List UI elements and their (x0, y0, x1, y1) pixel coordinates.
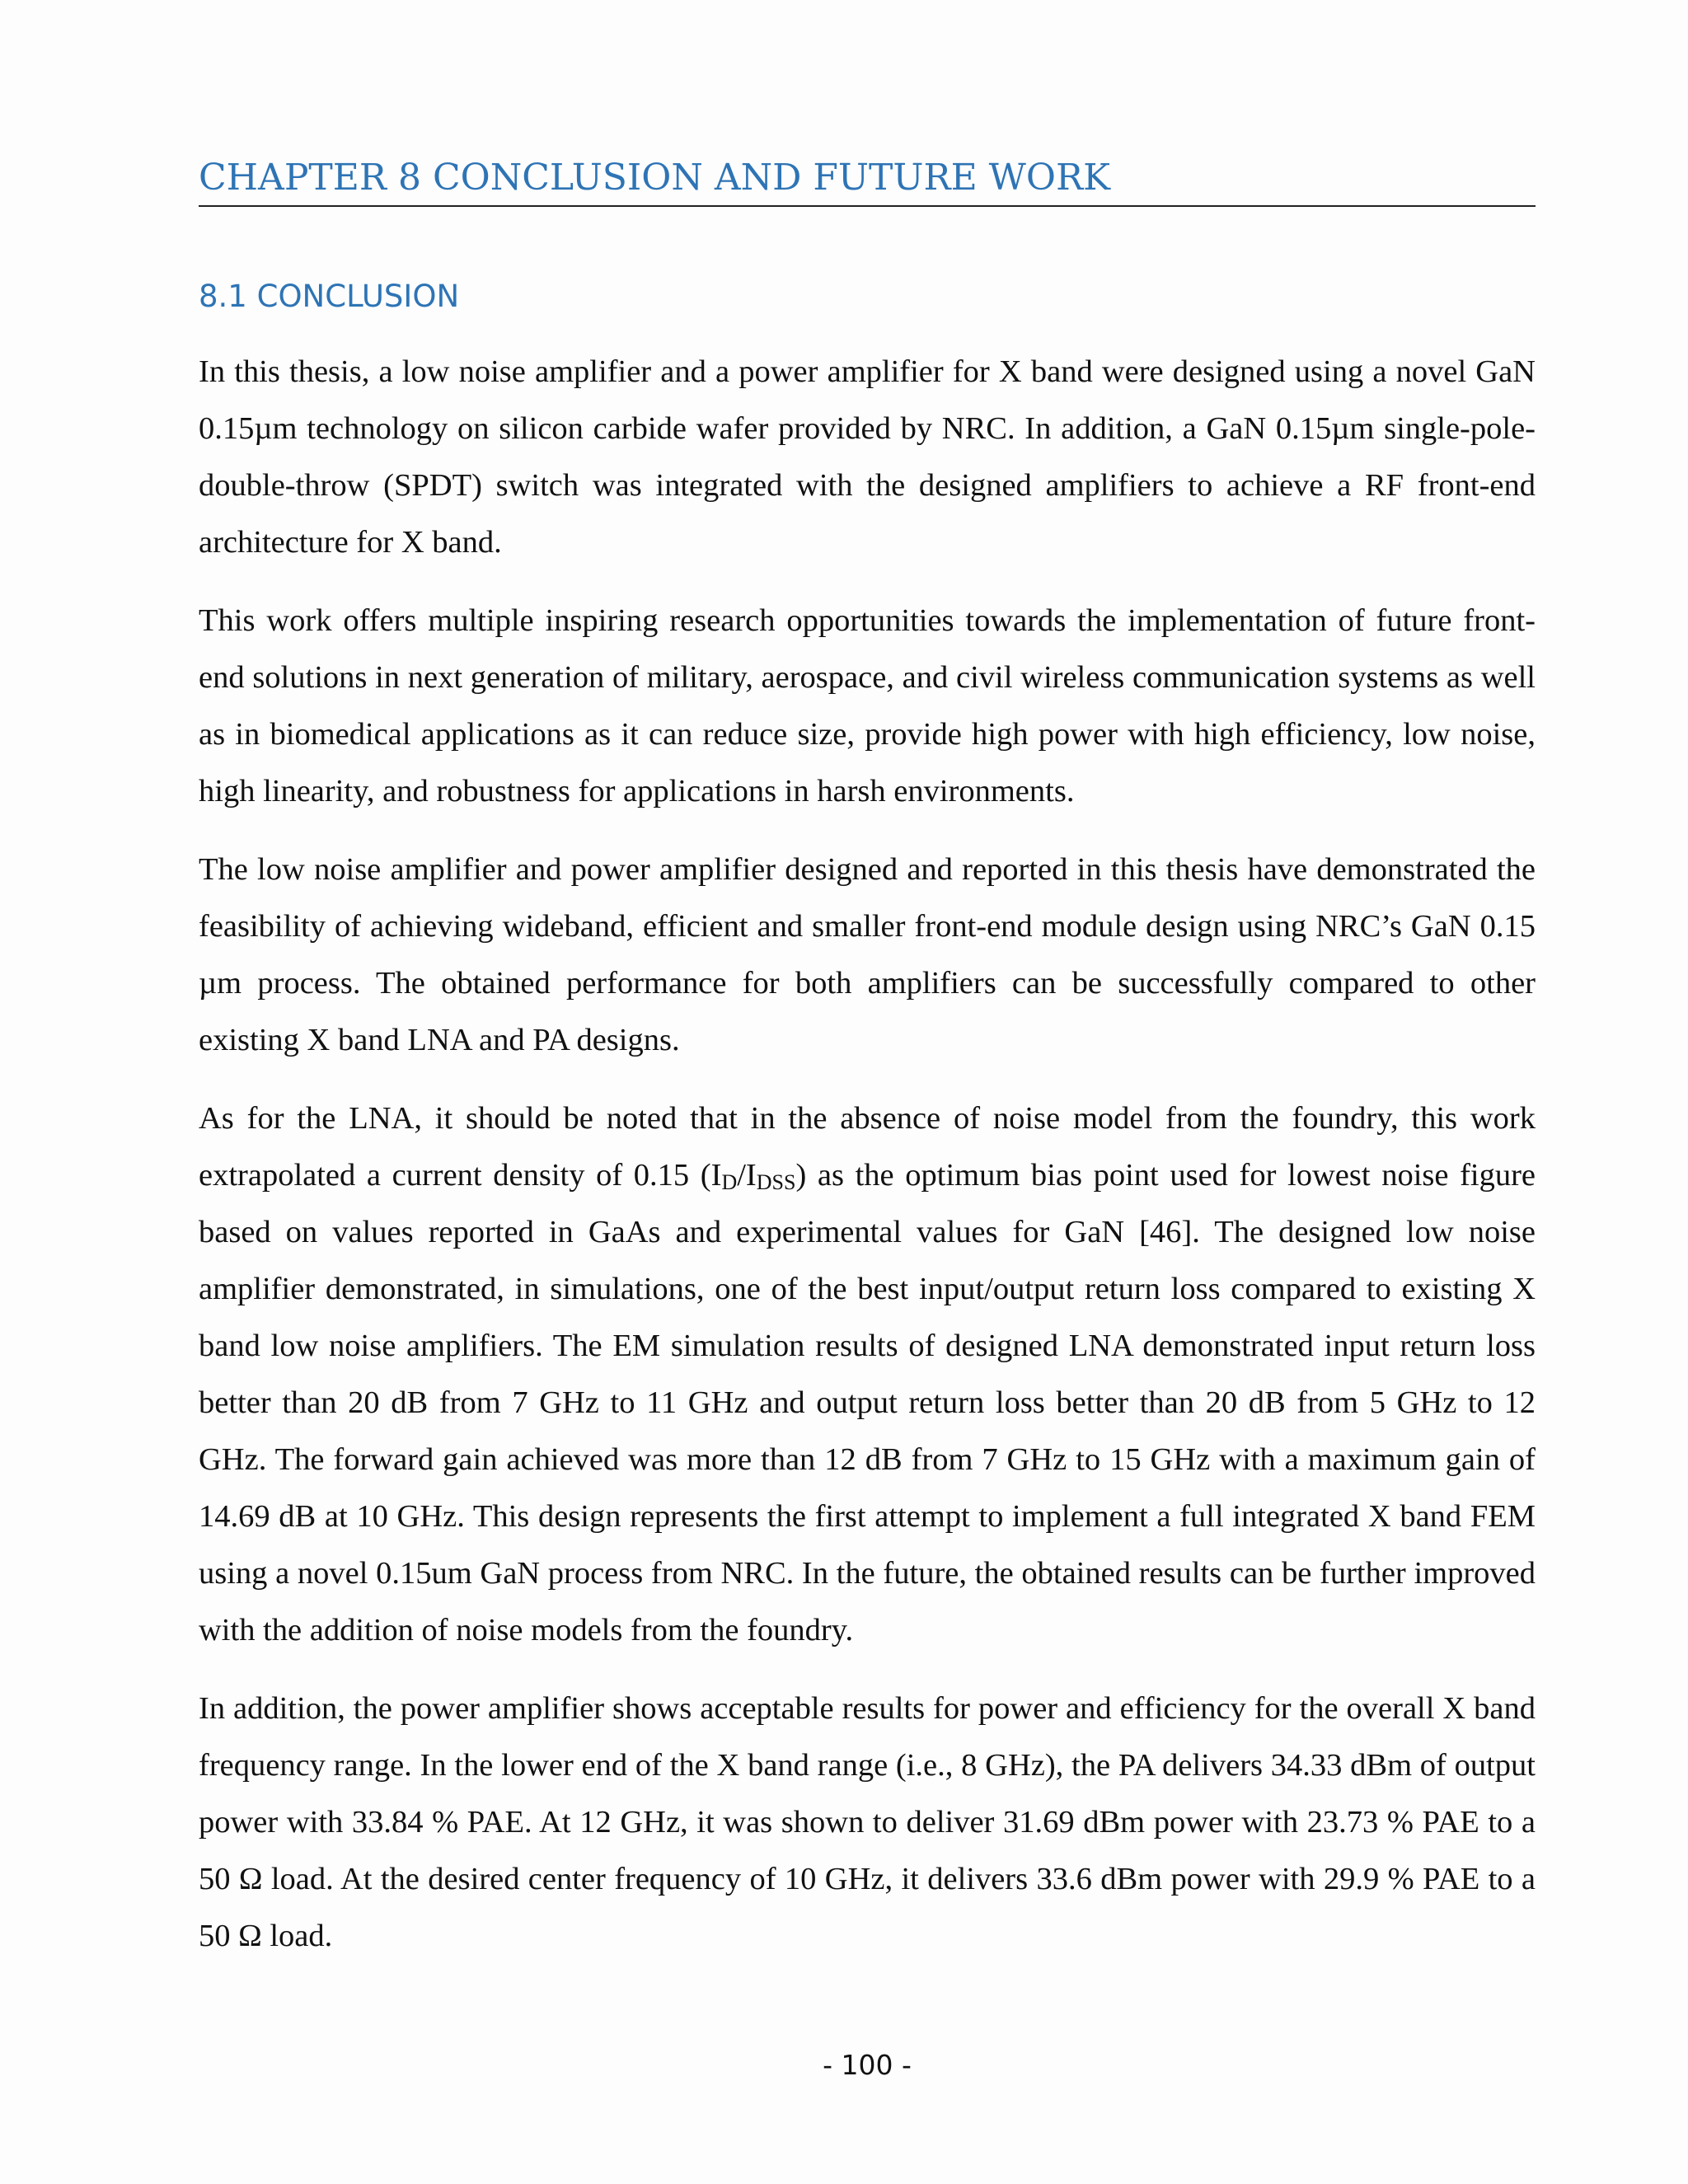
section-title: 8.1 CONCLUSION (199, 279, 460, 314)
paragraph-2: This work offers multiple inspiring research opportunities towards the implementation of future front-end solutions in next generation of military, aerospace, and civil wireless communication systems as well as in biomedical applications as it can reduce size, provide high power with high efficiency, low noise, high linearity, and robustness for applications in harsh environments. (199, 603, 1536, 808)
document-page (199, 0, 1536, 2184)
chapter-title: CHAPTER 8 CONCLUSION AND FUTURE WORK (199, 157, 1536, 207)
paragraph-4-text-end: ) as the optimum bias point used for lowest noise figure based on values reported in GaAs and experimental values for GaN [46]. The designed low noise amplifier demonstrated, in simulations, one of the best input/output return loss compared to existing X band low noise amplifiers. The EM simulation results of designed LNA demonstrated input return loss better than 20 dB from 7 GHz to 11 GHz and output return loss better than 20 dB from 5 GHz to 12 GHz. The forward gain achieved was more than 12 dB from 7 GHz to 15 GHz with a maximum gain of 14.69 dB at 10 GHz. This design represents the first attempt to implement a full integrated X band FEM using a novel 0.15um GaN process from NRC. In the future, the obtained results can be further improved with the addition of noise models from the foundry. (199, 1158, 1536, 1647)
body-text (199, 344, 1536, 1986)
paragraph-4-text-slash: /I (737, 1158, 757, 1193)
page-number: - 100 - (823, 2049, 912, 2081)
subscript-d: D (721, 1170, 738, 1194)
paragraph-1: In this thesis, a low noise amplifier and a power amplifier for X band were designed using a novel GaN 0.15µm technology on silicon carbide wafer provided by NRC. In addition, a GaN 0.15µm single-pole-double-throw (SPDT) switch was integrated with the designed amplifiers to achieve a RF front-end architecture for X band. (199, 354, 1536, 560)
paragraph-4-text-start: As for the LNA, it should be noted that in the absence of noise model from the foundry, this work extrapolated a current density of 0.15 (I (199, 1101, 1536, 1193)
paragraph-3: The low noise amplifier and power amplifier designed and reported in this thesis have demonstrated the feasibility of achieving wideband, efficient and smaller front-end module design using NRC’s GaN 0.15 µm process. The obtained performance for both amplifiers can be successfully compared to other existing X band LNA and PA designs. (199, 852, 1536, 1057)
subscript-dss: DSS (756, 1170, 796, 1194)
paragraph-4 (199, 1090, 1536, 1659)
paragraph-5: In addition, the power amplifier shows acceptable results for power and efficiency for the overall X band frequency range. In the lower end of the X band range (i.e., 8 GHz), the PA delivers 34.33 dBm of output power with 33.84 % PAE. At 12 GHz, it was shown to deliver 31.69 dBm power with 23.73 % PAE to a 50 Ω load. At the desired center frequency of 10 GHz, it delivers 33.6 dBm power with 29.9 % PAE to a 50 Ω load. (199, 1691, 1536, 1953)
